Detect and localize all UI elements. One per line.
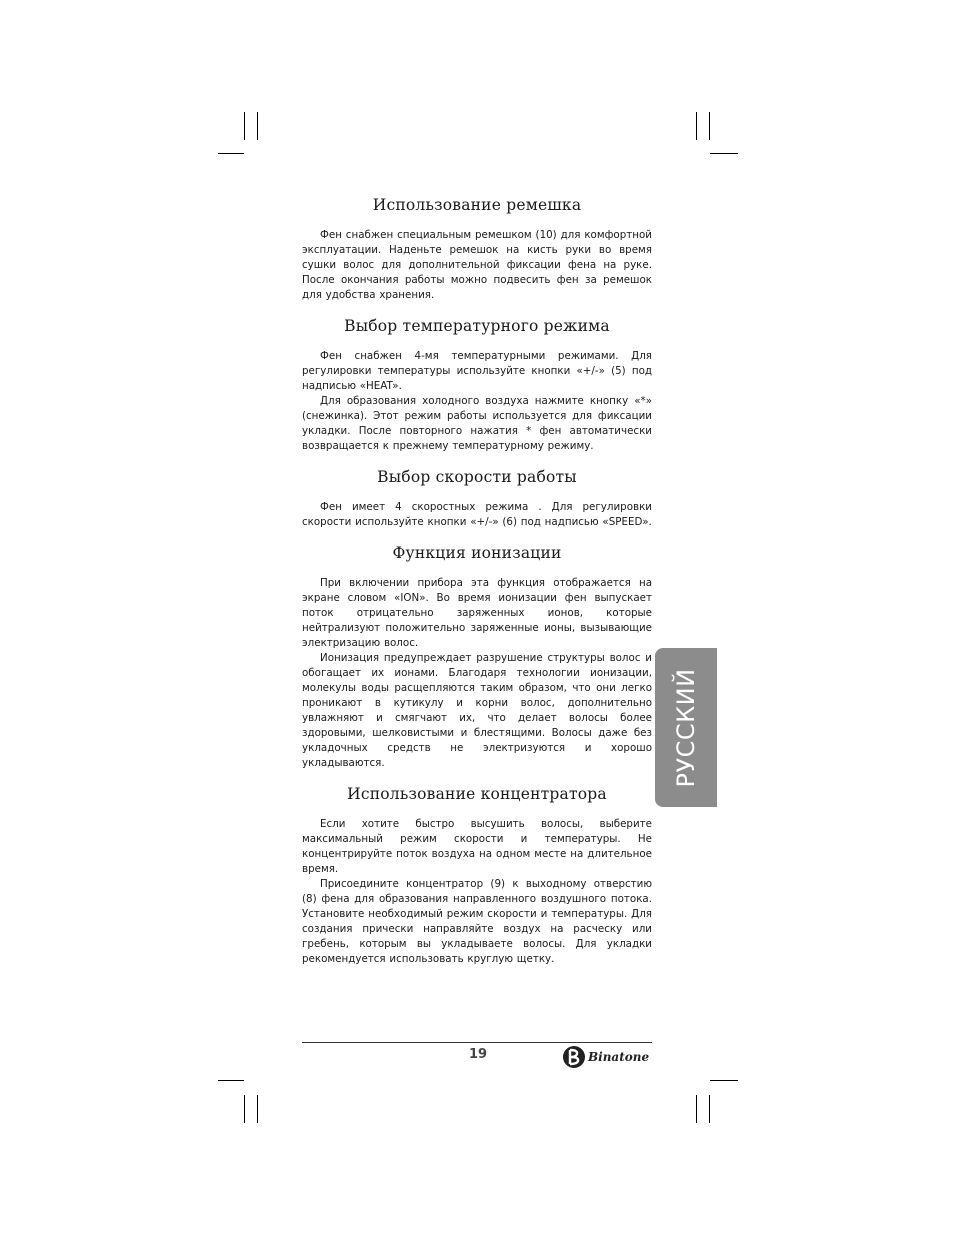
section-strap bbox=[302, 196, 652, 303]
paragraph: Присоедините концентратор (9) к выходному отверстию (8) фена для образования направленного воздушного потока. Установите необходимый режим скорости и температуры. Для создания прически направляйте воздух на расческу или гребень, которым вы укладываете волосы. Для укладки рекомендуется использовать круглую щетку. bbox=[302, 878, 652, 965]
crop-mark-bottom-left-v2 bbox=[257, 1095, 258, 1123]
document-body bbox=[302, 196, 652, 981]
section-heading: Функция ионизации bbox=[392, 544, 562, 562]
crop-mark-top-left-h bbox=[218, 153, 244, 154]
section-temperature bbox=[302, 317, 652, 454]
crop-mark-top-left-v1 bbox=[244, 112, 245, 140]
crop-mark-top-right-v1 bbox=[696, 112, 697, 140]
footer-divider bbox=[302, 1042, 652, 1043]
crop-mark-bottom-left-h bbox=[218, 1080, 244, 1081]
binatone-logo-icon bbox=[562, 1045, 586, 1069]
section-speed bbox=[302, 468, 652, 530]
section-heading: Использование ремешка bbox=[372, 196, 582, 214]
paragraph: Если хотите быстро высушить волосы, выберите максимальный режим скорости и температуры. Не концентрируйте поток воздуха на одном месте на длительное время. bbox=[302, 818, 652, 875]
crop-mark-bottom-left-v1 bbox=[244, 1095, 245, 1123]
section-heading: Выбор температурного режима bbox=[344, 317, 610, 335]
paragraph: При включении прибора эта функция отображается на экране словом «ION». Во время ионизации фен выпускает поток отрицательно заряженных ионов, которые нейтрализуют положительно заряженные ионы, вызывающие электризацию волос. bbox=[302, 577, 652, 649]
language-tab-label: РУССКИЙ bbox=[672, 668, 700, 788]
crop-mark-bottom-right-v2 bbox=[709, 1095, 710, 1123]
language-tab bbox=[655, 648, 717, 807]
paragraph: Для образования холодного воздуха нажмите кнопку «*» (снежинка). Этот режим работы используется для фиксации укладки. После повторного нажатия * фен автоматически возвращается к прежнему температурному режиму. bbox=[302, 395, 652, 452]
page-number: 19 bbox=[468, 1047, 488, 1062]
crop-mark-top-right-v2 bbox=[709, 112, 710, 140]
paragraph: Фен снабжен 4-мя температурными режимами. Для регулировки температуры используйте кнопки «+/-» (5) под надписью «HEAT». bbox=[302, 350, 652, 392]
section-heading: Использование концентратора bbox=[347, 785, 607, 803]
section-ionization bbox=[302, 544, 652, 771]
section-concentrator bbox=[302, 785, 652, 967]
paragraph: Фен снабжен специальным ремешком (10) для комфортной эксплуатации. Наденьте ремешок на кисть руки во время сушки волос для дополнительной фиксации фена на руке. После окончания работы можно подвесить фен за ремешок для удобства хранения. bbox=[302, 229, 652, 301]
crop-mark-top-right-h bbox=[710, 153, 738, 154]
crop-mark-bottom-right-v1 bbox=[696, 1095, 697, 1123]
brand-logo bbox=[562, 1044, 652, 1070]
paragraph: Ионизация предупреждает разрушение структуры волос и обогащает их ионами. Благодаря технологии ионизации, молекулы воды расщепляются таким образом, что они легко проникают в кутикулу и корни волос, дополнительно увлажняют и смягчают их, что делает волосы более здоровыми, шелковистыми и блестящими. Волосы даже без укладочных средств не электризуются и хорошо укладываются. bbox=[302, 652, 652, 769]
section-heading: Выбор скорости работы bbox=[377, 468, 577, 486]
crop-mark-top-left-v2 bbox=[257, 112, 258, 140]
brand-name: Binatone bbox=[588, 1050, 650, 1064]
paragraph: Фен имеет 4 скоростных режима . Для регулировки скорости используйте кнопки «+/-» (6) под надписью «SPEED». bbox=[302, 501, 652, 528]
crop-mark-bottom-right-h bbox=[710, 1080, 738, 1081]
